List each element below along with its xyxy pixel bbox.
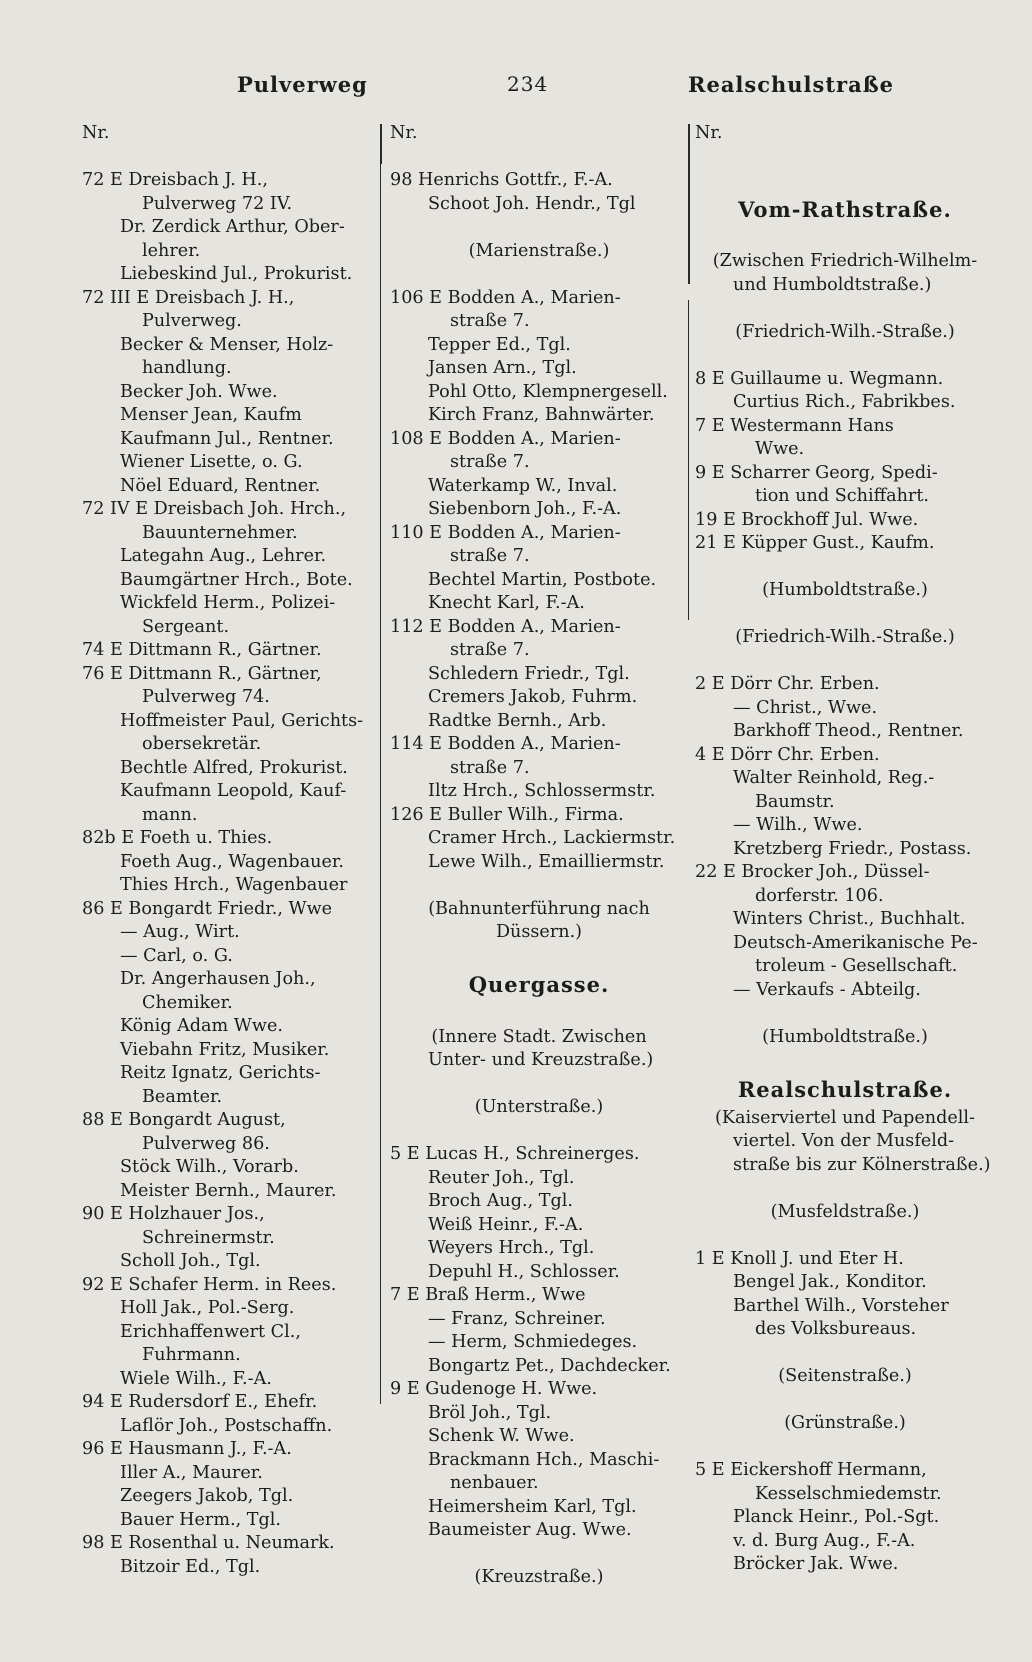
col2-line-11: Pohl Otto, Klempnergesell. — [428, 381, 668, 402]
col3-line-38: (Humboldtstraße.) — [762, 1026, 928, 1047]
col3-line-43: straße bis zur Kölnerstraße.) — [733, 1154, 991, 1175]
col3-line-5: (Zwischen Friedrich-Wilhelm- — [712, 251, 978, 271]
col3-line-47: 1 E Knoll J. und Eter H. — [695, 1248, 904, 1269]
col1-line-55: Laflör Joh., Postschaffn. — [120, 1415, 333, 1436]
col1-line-30: 82b E Foeth u. Thies. — [82, 828, 273, 848]
col1-line-18: Lategahn Aug., Lehrer. — [120, 546, 327, 566]
col1-line-41: Beamter. — [142, 1086, 223, 1107]
col1-line-32: Thies Hrch., Wagenbauer — [120, 875, 348, 895]
col2-line-0: Nr. — [390, 123, 418, 143]
col3-line-52: (Seitenstraße.) — [778, 1366, 912, 1386]
col3-line-58: Planck Heinr., Pol.-Sgt. — [733, 1507, 940, 1527]
col1-line-14: Wiener Lisette, o. G. — [120, 452, 303, 472]
col3-line-46 — [695, 1224, 995, 1248]
col1-line-20: Wickfeld Herm., Polizei- — [120, 593, 336, 613]
col3-line-49: Barthel Wilh., Vorsteher — [733, 1295, 949, 1316]
col1-line-51: Erichhaffenwert Cl., — [120, 1321, 301, 1342]
col3-line-6: und Humboldtstraße.) — [733, 274, 932, 295]
col3-line-41: (Kaiserviertel und Papendell- — [715, 1107, 975, 1128]
col2-line-51: — Herm, Schmiedeges. — [428, 1332, 638, 1352]
col2-line-20: Knecht Karl, F.-A. — [428, 593, 585, 613]
col3-line-19: (Humboldtstraße.) — [762, 580, 928, 600]
col3-line-9 — [695, 344, 995, 368]
col3-line-42: viertel. Von der Musfeld- — [733, 1131, 955, 1151]
col3-line-36: — Verkaufs - Abteilg. — [733, 979, 921, 1000]
col2-line-25: Radtke Bernh., Arb. — [428, 710, 607, 731]
col1-line-0: Nr. — [82, 123, 110, 143]
col2-line-39: Unter- und Kreuzstraße.) — [428, 1050, 654, 1070]
col3-line-29: — Wilh., Wwe. — [733, 815, 863, 835]
col2-line-14: straße 7. — [450, 452, 530, 472]
col3-line-31: 22 E Brocker Joh., Düssel- — [695, 862, 930, 882]
col1-line-47: Schreinermstr. — [142, 1227, 275, 1248]
col1-line-19: Baumgärtner Hrch., Bote. — [120, 569, 353, 590]
column-3 — [695, 122, 995, 1577]
col3-line-12: 7 E Westermann Hans — [695, 415, 894, 436]
col2-line-56: Brackmann Hch., Maschi- — [428, 1449, 660, 1470]
col1-line-3: Pulverweg 72 IV. — [142, 193, 293, 214]
col1-line-13: Kaufmann Jul., Rentner. — [120, 428, 334, 449]
col3-line-24: — Christ., Wwe. — [733, 697, 878, 718]
col2-line-9: Tepper Ed., Tgl. — [428, 334, 571, 355]
col2-line-24: Cremers Jakob, Fuhrm. — [428, 687, 638, 707]
col2-line-16: Siebenborn Joh., F.-A. — [428, 499, 622, 519]
col2-line-29: 126 E Buller Wilh., Firma. — [390, 804, 624, 825]
col1-line-7: 72 III E Dreisbach J. H., — [82, 287, 295, 308]
col1-line-10: handlung. — [142, 358, 232, 378]
col3-line-15: tion und Schiffahrt. — [755, 486, 929, 506]
col1-line-25: Hoffmeister Paul, Gerichts- — [120, 710, 364, 731]
col1-line-34: — Aug., Wirt. — [120, 922, 240, 942]
col2-line-36: Quergasse. — [468, 972, 610, 997]
col3-line-39 — [695, 1049, 995, 1073]
col3-line-14: 9 E Scharrer Georg, Spedi- — [695, 462, 938, 483]
col3-line-10: 8 E Guillaume u. Wegmann. — [695, 368, 944, 389]
col2-line-6 — [390, 263, 688, 287]
col1-line-40: Reitz Ignatz, Gerichts- — [120, 1063, 321, 1083]
col3-line-34: Deutsch-Amerikanische Pe- — [733, 932, 978, 953]
col3-line-17: 21 E Küpper Gust., Kaufm. — [695, 533, 935, 553]
col1-line-58: Zeegers Jakob, Tgl. — [120, 1486, 294, 1506]
col2-line-50: — Franz, Schreiner. — [428, 1308, 606, 1329]
col1-line-29: mann. — [142, 804, 198, 825]
col1-line-37: Chemiker. — [142, 992, 233, 1013]
col1-line-11: Becker Joh. Wwe. — [120, 381, 278, 402]
col1-line-6: Liebeskind Jul., Prokurist. — [120, 264, 353, 284]
col3-line-56: 5 E Eickershoff Hermann, — [695, 1460, 927, 1480]
col1-line-2: 72 E Dreisbach J. H., — [82, 170, 268, 190]
col2-line-42 — [390, 1120, 688, 1144]
col2-line-38: (Innere Stadt. Zwischen — [431, 1026, 647, 1047]
col1-line-27: Bechtle Alfred, Prokurist. — [120, 757, 348, 778]
col2-line-61: (Kreuzstraße.) — [474, 1567, 604, 1587]
col1-line-31: Foeth Aug., Wagenbauer. — [120, 851, 344, 872]
header-right-street: Realschulstraße — [688, 72, 895, 97]
col3-line-2 — [695, 169, 995, 193]
col3-line-54: (Grünstraße.) — [784, 1413, 906, 1433]
col3-line-8: (Friedrich-Wilh.-Straße.) — [735, 321, 955, 342]
col3-line-51 — [695, 1342, 995, 1366]
col1-line-17: Bauunternehmer. — [142, 522, 298, 543]
col3-line-3: Vom-Rathstraße. — [738, 196, 952, 222]
col3-line-13: Wwe. — [755, 439, 805, 459]
col1-line-48: Scholl Joh., Tgl. — [120, 1251, 261, 1271]
col1-line-43: Pulverweg 86. — [142, 1133, 270, 1154]
col3-line-57: Kesselschmiedemstr. — [755, 1483, 942, 1504]
col1-line-59: Bauer Herm., Tgl. — [120, 1509, 282, 1530]
col1-line-21: Sergeant. — [142, 616, 230, 637]
col2-line-46: Weiß Heinr., F.-A. — [428, 1214, 584, 1235]
col2-line-10: Jansen Arn., Tgl. — [428, 358, 577, 378]
col1-line-52: Fuhrmann. — [142, 1345, 241, 1365]
col3-line-23: 2 E Dörr Chr. Erben. — [695, 674, 880, 694]
col1-line-44: Stöck Wilh., Vorarb. — [120, 1157, 299, 1177]
col3-line-35: troleum - Gesellschaft. — [755, 956, 958, 976]
col2-line-37 — [390, 1002, 688, 1026]
col2-line-3: Schoot Joh. Hendr., Tgl — [428, 193, 636, 214]
col1-line-46: 90 E Holzhauer Jos., — [82, 1204, 265, 1224]
col1-line-28: Kaufmann Leopold, Kauf- — [120, 781, 347, 801]
col2-line-43: 5 E Lucas H., Schreinerges. — [390, 1144, 640, 1164]
col1-line-35: — Carl, o. G. — [120, 945, 233, 966]
col1-line-57: Iller A., Maurer. — [120, 1462, 263, 1483]
col3-line-11: Curtius Rich., Fabrikbes. — [733, 392, 956, 412]
col2-line-47: Weyers Hrch., Tgl. — [428, 1238, 595, 1258]
col2-line-23: Schledern Friedr., Tgl. — [428, 663, 630, 684]
col2-line-13: 108 E Bodden A., Marien- — [390, 428, 621, 449]
col3-line-26: 4 E Dörr Chr. Erben. — [695, 744, 880, 765]
col3-line-18 — [695, 556, 995, 580]
col1-line-15: Nöel Eduard, Rentner. — [120, 475, 321, 496]
col3-line-44 — [695, 1177, 995, 1201]
col2-line-30: Cramer Hrch., Lackiermstr. — [428, 828, 676, 848]
col2-line-5: (Marienstraße.) — [468, 240, 610, 261]
col2-line-57: nenbauer. — [450, 1473, 539, 1493]
col3-line-32: dorferstr. 106. — [755, 885, 884, 906]
col1-line-42: 88 E Bongardt August, — [82, 1110, 286, 1130]
col1-line-39: Viebahn Fritz, Musiker. — [120, 1039, 330, 1060]
column-divider-2 — [688, 124, 690, 284]
column-divider-2b — [688, 300, 689, 620]
col3-line-55 — [695, 1436, 995, 1460]
col2-line-12: Kirch Franz, Bahnwärter. — [428, 405, 655, 425]
col3-line-53 — [695, 1389, 995, 1413]
col2-line-22: straße 7. — [450, 640, 530, 660]
col1-line-49: 92 E Schafer Herm. in Rees. — [82, 1274, 337, 1295]
col2-line-53: 9 E Gudenoge H. Wwe. — [390, 1379, 598, 1399]
col3-line-20 — [695, 603, 995, 627]
col2-line-48: Depuhl H., Schlosser. — [428, 1261, 620, 1282]
col2-line-15: Waterkamp W., Inval. — [428, 475, 618, 496]
col2-line-41: (Unterstraße.) — [474, 1097, 604, 1117]
col2-line-58: Heimersheim Karl, Tgl. — [428, 1496, 637, 1517]
col2-line-45: Broch Aug., Tgl. — [428, 1191, 574, 1211]
col2-line-34: Düssern.) — [495, 922, 583, 942]
col3-line-4 — [695, 227, 995, 251]
col3-line-22 — [695, 650, 995, 674]
col1-line-50: Holl Jak., Pol.-Serg. — [120, 1298, 295, 1318]
col1-line-12: Menser Jean, Kaufm — [120, 405, 302, 425]
col2-line-40 — [390, 1073, 688, 1097]
col3-line-37 — [695, 1002, 995, 1026]
col3-line-30: Kretzberg Friedr., Postass. — [733, 838, 972, 859]
col2-line-19: Bechtel Martin, Postbote. — [428, 569, 657, 590]
col2-line-28: Iltz Hrch., Schlossermstr. — [428, 781, 656, 801]
col2-line-8: straße 7. — [450, 311, 530, 331]
col1-line-1 — [82, 146, 382, 170]
col1-line-53: Wiele Wilh., F.-A. — [120, 1368, 272, 1389]
col1-line-54: 94 E Rudersdorf E., Ehefr. — [82, 1392, 318, 1412]
col2-line-59: Baumeister Aug. Wwe. — [428, 1520, 632, 1540]
col3-line-25: Barkhoff Theod., Rentner. — [733, 721, 964, 741]
col2-line-21: 112 E Bodden A., Marien- — [390, 616, 621, 637]
col1-line-61: Bitzoir Ed., Tgl. — [120, 1556, 261, 1577]
col1-line-38: König Adam Wwe. — [120, 1016, 283, 1036]
col3-line-60: Bröcker Jak. Wwe. — [733, 1554, 899, 1574]
col2-line-32 — [390, 874, 688, 898]
col1-line-16: 72 IV E Dreisbach Joh. Hrch., — [82, 499, 347, 519]
col2-line-26: 114 E Bodden A., Marien- — [390, 734, 621, 754]
col3-line-16: 19 E Brockhoff Jul. Wwe. — [695, 509, 919, 530]
header-left-street: Pulverweg — [237, 72, 368, 97]
col2-line-2: 98 Henrichs Gottfr., F.-A. — [390, 170, 613, 190]
col2-line-31: Lewe Wilh., Emailliermstr. — [428, 851, 665, 872]
col1-line-56: 96 E Hausmann J., F.-A. — [82, 1439, 292, 1459]
col1-line-22: 74 E Dittmann R., Gärtner. — [82, 640, 322, 660]
col1-line-4: Dr. Zerdick Arthur, Ober- — [120, 217, 345, 237]
col1-line-45: Meister Bernh., Maurer. — [120, 1180, 337, 1201]
col1-line-24: Pulverweg 74. — [142, 687, 270, 707]
col1-line-8: Pulverweg. — [142, 311, 242, 331]
col1-line-23: 76 E Dittmann R., Gärtner, — [82, 663, 322, 684]
col2-line-7: 106 E Bodden A., Marien- — [390, 287, 621, 308]
col2-line-27: straße 7. — [450, 757, 530, 778]
col3-line-28: Baumstr. — [755, 791, 835, 812]
page-number: 234 — [507, 72, 549, 96]
col3-line-50: des Volksbureaus. — [755, 1319, 917, 1339]
col3-line-21: (Friedrich-Wilh.-Straße.) — [735, 627, 955, 647]
col1-line-26: obersekretär. — [142, 734, 262, 754]
col3-line-59: v. d. Burg Aug., F.-A. — [733, 1530, 916, 1551]
col3-line-48: Bengel Jak., Konditor. — [733, 1272, 927, 1292]
column-2 — [390, 122, 688, 1590]
col2-line-35 — [390, 945, 688, 969]
col2-line-17: 110 E Bodden A., Marien- — [390, 522, 621, 543]
column-1 — [82, 122, 382, 1579]
col2-line-49: 7 E Braß Herm., Wwe — [390, 1285, 586, 1305]
col2-line-33: (Bahnunterführung nach — [428, 898, 650, 919]
col3-line-45: (Musfeldstraße.) — [770, 1201, 920, 1222]
col1-line-36: Dr. Angerhausen Joh., — [120, 969, 316, 989]
col3-line-1 — [695, 146, 995, 170]
col2-line-1 — [390, 146, 688, 170]
col1-line-33: 86 E Bongardt Friedr., Wwe — [82, 898, 333, 919]
col2-line-54: Bröl Joh., Tgl. — [428, 1402, 552, 1423]
col1-line-60: 98 E Rosenthal u. Neumark. — [82, 1533, 335, 1553]
col2-line-44: Reuter Joh., Tgl. — [428, 1167, 575, 1188]
col1-line-5: lehrer. — [142, 240, 201, 261]
col2-line-52: Bongartz Pet., Dachdecker. — [428, 1355, 671, 1376]
col3-line-33: Winters Christ., Buchhalt. — [733, 909, 966, 929]
col2-line-60 — [390, 1543, 688, 1567]
col3-line-27: Walter Reinhold, Reg.- — [733, 768, 935, 788]
col3-line-0: Nr. — [695, 123, 723, 143]
col2-line-4 — [390, 216, 688, 240]
col2-line-55: Schenk W. Wwe. — [428, 1426, 575, 1446]
col3-line-40: Realschulstraße. — [737, 1076, 953, 1102]
col2-line-18: straße 7. — [450, 546, 530, 566]
col1-line-9: Becker & Menser, Holz- — [120, 334, 334, 355]
col3-line-7 — [695, 297, 995, 321]
